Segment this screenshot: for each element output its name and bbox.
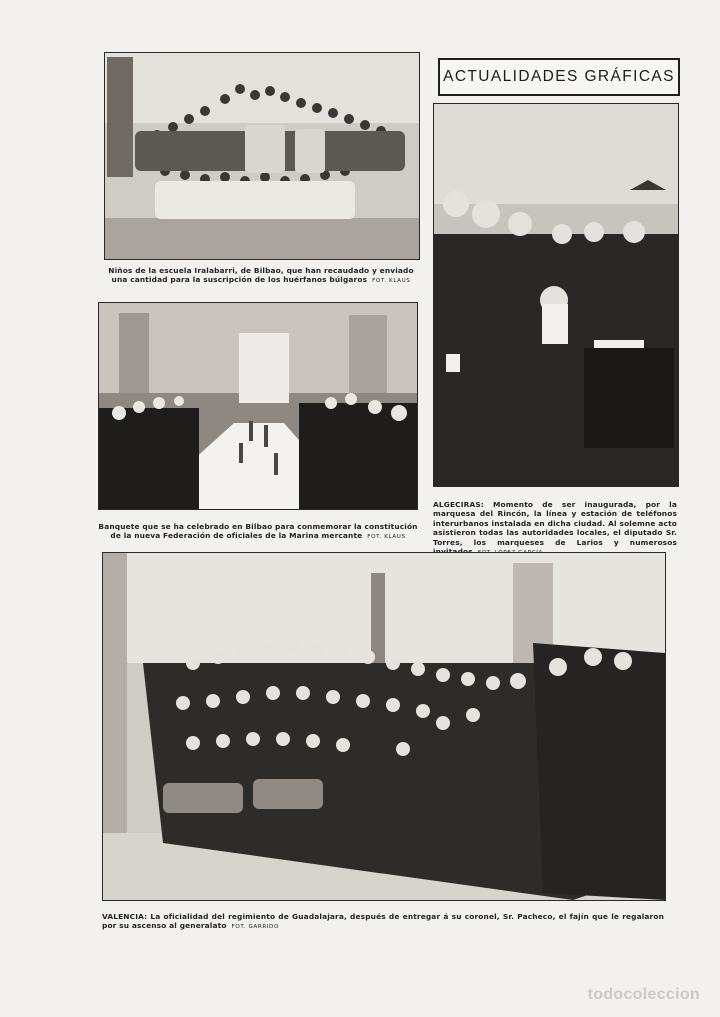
section-title: ACTUALIDADES GRÁFICAS (443, 68, 675, 85)
banquet-credit: FOT. KLAUS (367, 534, 406, 541)
school-children-photo-image (105, 53, 419, 259)
algeciras-caption-text: Momento de ser inaugurada, por la marquesa del Rincón, la línea y estación de teléfonos interurbanos instalada en dicha ciudad. Al solemne acto asistieron todas las autoridades locales, el diputado Sr. Torres, los marqueses de Larios y numerosos (433, 500, 677, 547)
valencia-caption (102, 912, 664, 933)
algeciras-photo (433, 103, 679, 487)
banquet-photo (98, 302, 418, 510)
valencia-credit: FOT. GARRIDO (231, 924, 279, 931)
valencia-photo-image (103, 553, 665, 900)
banquet-caption-text: Banquete que se ha celebrado en Bilbao para conmemorar la constitución de la nueva Federación de oficiales de la Marina mercante (98, 522, 418, 541)
algeciras-photo-image (434, 104, 678, 486)
school-children-credit: FOT. KLAUS (372, 278, 411, 285)
valencia-photo (102, 552, 666, 901)
site-watermark (588, 986, 700, 1004)
algeciras-caption-lead: ALGECIRAS: (433, 500, 484, 509)
valencia-caption-lead: VALENCIA: (102, 912, 148, 921)
site-watermark-text: todocoleccion (587, 986, 700, 1003)
school-children-caption (104, 266, 418, 287)
school-children-photo (104, 52, 420, 260)
banquet-caption (98, 522, 418, 543)
algeciras-caption (433, 500, 677, 558)
section-header (438, 58, 680, 96)
valencia-caption-text: La oficialidad del regimiento de Guadalajara, después de entregar á su coronel, Sr. Pacheco, el fajín que le regalaron por su ascenso al generalato (102, 912, 664, 931)
school-children-caption-text: Niños de la escuela Iralabarri, de Bilbao, que han recaudado y enviado una cantidad para la suscripción de los huérfanos búlgaros (108, 266, 414, 285)
banquet-photo-image (99, 303, 417, 509)
